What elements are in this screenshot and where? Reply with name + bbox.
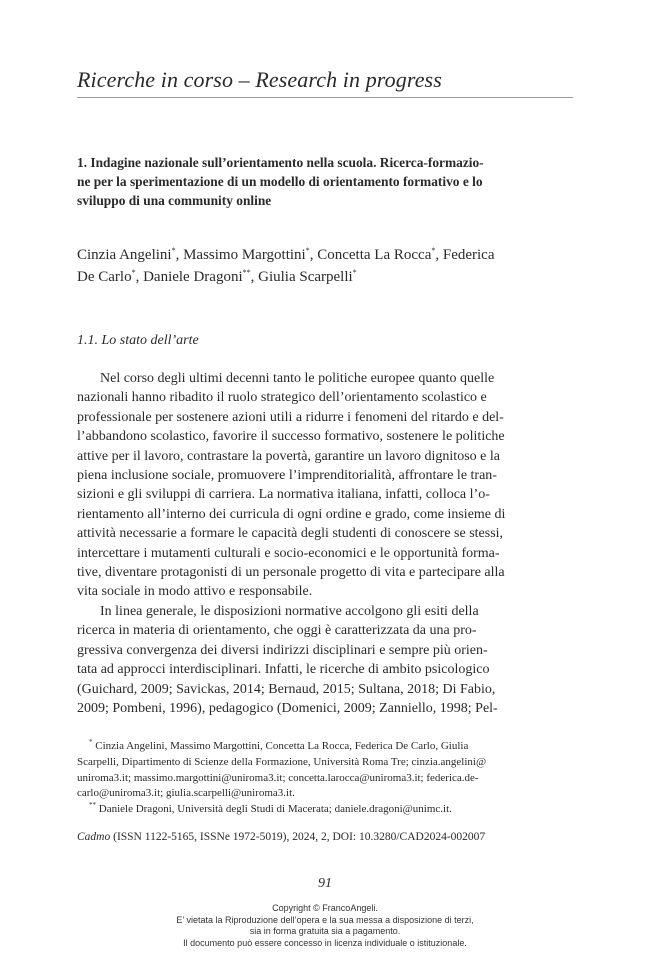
body-line: l’abbandono scolastico, favorire il successo formativo, sostenere le politiche xyxy=(77,429,505,445)
copyright-line: sia in forma gratuita sia a pagamento. xyxy=(249,926,401,936)
footnote-line xyxy=(77,802,573,818)
author-name: Cinzia Angelini xyxy=(77,247,172,263)
body-line: Nel corso degli ultimi decenni tanto le politiche europee quanto quelle xyxy=(100,371,495,386)
body-line: ricerca in materia di orientamento, che oggi è caratterizzata da una pro- xyxy=(77,623,477,639)
section-title-line: sviluppo di una community online xyxy=(77,193,272,208)
author-separator: , xyxy=(135,269,144,285)
page-number: 91 xyxy=(318,876,332,891)
author-list xyxy=(77,244,573,288)
journal-citation xyxy=(77,829,573,845)
body-line: tata ad approcci interdisciplinari. Infatti, le ricerche di ambito psicologico xyxy=(77,662,490,678)
affiliation-mark: * xyxy=(431,246,436,255)
author-name: Massimo Margottini xyxy=(183,247,306,263)
affiliation-mark: * xyxy=(131,268,136,277)
footnotes xyxy=(77,739,573,818)
affiliation-mark: * xyxy=(171,246,176,255)
footnote-line xyxy=(77,739,573,755)
author-name: Federica xyxy=(442,247,495,263)
journal-name: Cadmo xyxy=(77,831,111,843)
author-separator: , xyxy=(175,247,184,263)
section-title-line: 1. Indagine nazionale sull’orientamento nella scuola. Ricerca-formazio- xyxy=(77,155,484,170)
body-line: vita sociale in modo attivo e responsabile. xyxy=(77,584,313,600)
body-line: nazionali hanno ribadito il ruolo strategico dell’orientamento scolastico e xyxy=(77,390,487,406)
author-name: Daniele Dragoni xyxy=(143,269,243,285)
body-line: intercettare i mutamenti culturali e socio-economici e le opportunità forma- xyxy=(77,545,500,561)
author-separator: , xyxy=(309,247,318,263)
body-line: rientamento all’interno dei curricula di ogni ordine e grado, come insieme di xyxy=(77,506,506,522)
footnote-line: uniroma3.it; massimo.margottini@uniroma3.it; concetta.larocca@uniroma3.it; federica.de- xyxy=(77,771,479,784)
footnote-text: Daniele Dragoni, Università degli Studi di Macerata; daniele.dragoni@unimc.it. xyxy=(98,803,452,816)
footnote-line: Scarpelli, Dipartimento di Scienze della Formazione, Università Roma Tre; cinzia.angelini@ xyxy=(77,755,487,768)
footnote-mark: ** xyxy=(89,801,96,810)
body-line: In linea generale, le disposizioni normative accolgono gli esiti della xyxy=(100,603,479,619)
body-line: piena inclusione sociale, promuovere l’imprenditorialità, affrontare le tran- xyxy=(77,468,497,484)
body-line: attive per il lavoro, contrastare la povertà, garantire un lavoro dignitoso e la xyxy=(77,448,500,464)
body-text xyxy=(77,369,573,718)
author-name: Giulia Scarpelli xyxy=(258,269,353,285)
author-separator: , xyxy=(250,269,259,285)
author-name: Concetta La Rocca xyxy=(317,247,432,263)
body-line: attività necessarie a formare le capacità degli studenti di conoscere se stessi, xyxy=(77,526,504,542)
author-name: De Carlo xyxy=(77,269,132,285)
body-line: gressiva convergenza dei diversi indirizzi disciplinari e sempre più orien- xyxy=(77,642,488,658)
subsection-title: 1.1. Lo stato dell’arte xyxy=(77,333,199,348)
affiliation-mark: ** xyxy=(242,268,251,277)
copyright-line: Il documento può essere concesso in licenza individuale o istituzionale. xyxy=(183,937,467,948)
body-line: tive, diventare protagonisti di un personale progetto di vita e partecipare alla xyxy=(77,565,505,581)
affiliation-mark: * xyxy=(305,246,310,255)
body-line: (Guichard, 2009; Savickas, 2014; Bernaud, 2015; Sultana, 2018; Di Fabio, xyxy=(77,681,496,697)
section-title xyxy=(77,153,573,210)
body-line: 2009; Pombeni, 1996), pedagogico (Domenici, 2009; Zanniello, 1998; Pel- xyxy=(77,700,498,716)
author-line-1 xyxy=(77,244,573,266)
citation-details: (ISSN 1122-5165, ISSNe 1972-5019), 2024, 2, DOI: 10.3280/CAD2024-002007 xyxy=(110,831,486,843)
affiliation-mark: * xyxy=(352,268,357,277)
section-title-line: ne per la sperimentazione di un modello di orientamento formativo e lo xyxy=(77,174,483,189)
footnote-text: Cinzia Angelini, Massimo Margottini, Concetta La Rocca, Federica De Carlo, Giulia xyxy=(95,740,469,752)
footnote-mark: * xyxy=(89,738,93,746)
body-line: sizioni e gli sviluppi di carriera. La normativa italiana, infatti, colloca l’o- xyxy=(77,487,490,503)
running-header: Ricerche in corso – Research in progress xyxy=(77,66,573,98)
body-line: professionale per sostenere azioni utili a ridurre i fenomeni del ritardo e del- xyxy=(77,409,504,425)
copyright-line: Copyright © FrancoAngeli. xyxy=(272,903,378,913)
copyright-line: E’ vietata la Riproduzione dell’opera e la sua messa a disposizione di terzi, xyxy=(176,914,474,925)
copyright-notice xyxy=(0,903,650,949)
footnote-line: carlo@uniroma3.it; giulia.scarpelli@uniroma3.it. xyxy=(77,787,295,800)
author-line-2 xyxy=(77,266,573,288)
author-separator: , xyxy=(435,247,443,263)
